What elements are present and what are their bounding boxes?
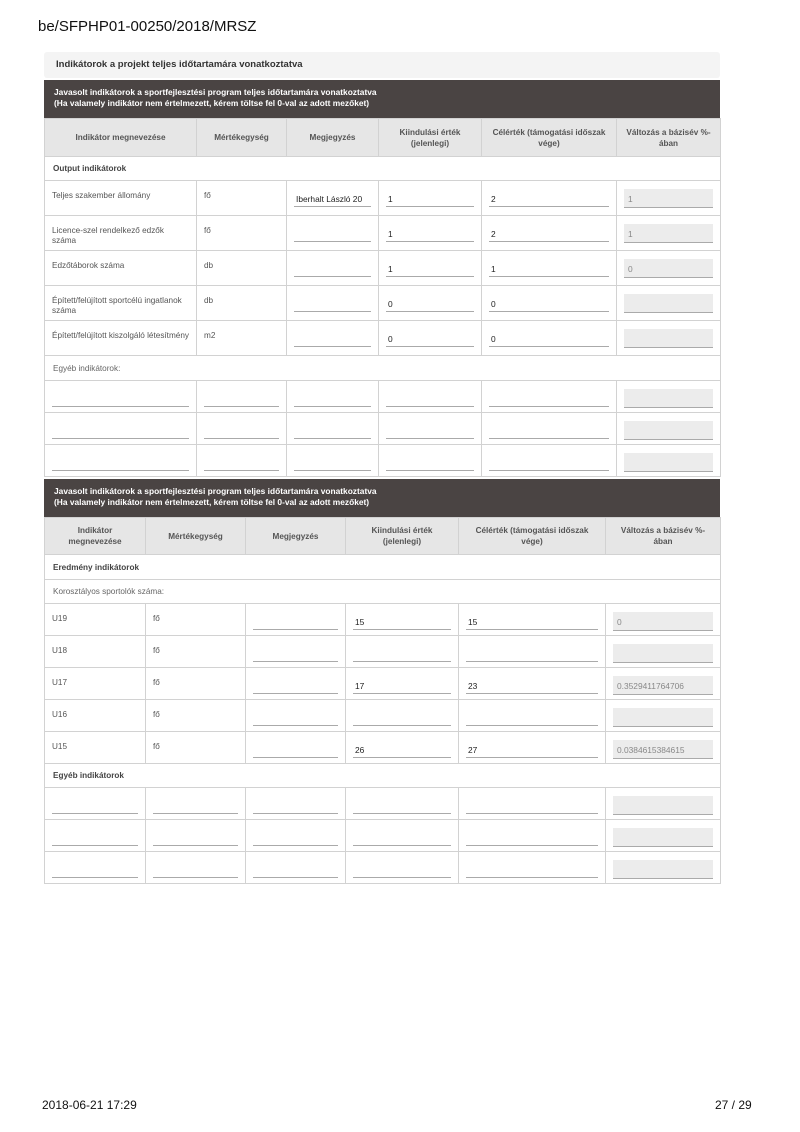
indicator-row bbox=[45, 636, 721, 668]
table1-header bbox=[44, 80, 720, 118]
indicator-row bbox=[45, 700, 721, 732]
group-label: Eredmény indikátorok bbox=[45, 555, 721, 580]
note-input[interactable] bbox=[253, 800, 338, 814]
change-percent-field bbox=[613, 828, 713, 847]
base-value-input[interactable] bbox=[386, 425, 474, 439]
change-percent-field: 0.3529411764706 bbox=[613, 676, 713, 695]
change-percent-field: 0.0384615384615 bbox=[613, 740, 713, 759]
other-indicators-label: Egyéb indikátorok bbox=[45, 764, 721, 788]
note-input[interactable] bbox=[294, 425, 371, 439]
output-indicators-table bbox=[44, 118, 721, 477]
unit: fő bbox=[146, 636, 246, 668]
indicator-name: Edzőtáborok száma bbox=[45, 251, 197, 286]
col-note: Megjegyzés bbox=[246, 518, 346, 555]
indicator-row bbox=[45, 668, 721, 700]
table2-header-line1: Javasolt indikátorok a sportfejlesztési program teljes időtartamára vonatkoztatva bbox=[54, 486, 377, 496]
note-input[interactable] bbox=[253, 744, 338, 758]
target-value-input[interactable] bbox=[466, 712, 598, 726]
target-value-input[interactable] bbox=[466, 832, 598, 846]
note-input[interactable] bbox=[294, 457, 371, 471]
indicator-row bbox=[45, 181, 721, 216]
table1-header-line1: Javasolt indikátorok a sportfejlesztési program teljes időtartamára vonatkoztatva bbox=[54, 87, 377, 97]
change-percent-field: 0 bbox=[624, 259, 713, 278]
section-title: Indikátorok a projekt teljes időtartamára vonatkoztatva bbox=[44, 52, 720, 78]
base-value-input[interactable] bbox=[353, 712, 451, 726]
indicator-row bbox=[45, 321, 721, 356]
note-input[interactable] bbox=[294, 333, 371, 347]
unit: m2 bbox=[197, 321, 287, 356]
note-input[interactable] bbox=[294, 393, 371, 407]
col-target-value: Célérték (támogatási időszak vége) bbox=[459, 518, 606, 555]
note-input[interactable] bbox=[253, 712, 338, 726]
table2-header bbox=[44, 479, 720, 517]
target-value-input[interactable] bbox=[466, 800, 598, 814]
col-unit: Mértékegység bbox=[146, 518, 246, 555]
target-value-input[interactable]: 0 bbox=[489, 298, 609, 312]
change-percent-field bbox=[624, 421, 713, 440]
target-value-input[interactable]: 15 bbox=[466, 616, 598, 630]
unit: fő bbox=[146, 604, 246, 636]
base-value-input[interactable]: 26 bbox=[353, 744, 451, 758]
note-input[interactable] bbox=[294, 298, 371, 312]
indicator-name: U17 bbox=[45, 668, 146, 700]
indicator-name-input[interactable] bbox=[52, 393, 189, 407]
change-percent-field: 0 bbox=[613, 612, 713, 631]
indicator-name: Licence-szel rendelkező edzők száma bbox=[45, 216, 197, 251]
subgroup-label: Korosztályos sportolók száma: bbox=[45, 580, 721, 604]
indicator-row bbox=[45, 216, 721, 251]
group-label: Output indikátorok bbox=[45, 157, 721, 181]
indicator-name: Épített/felújított sportcélú ingatlanok száma bbox=[45, 286, 197, 321]
unit-input[interactable] bbox=[153, 800, 238, 814]
other-indicator-row bbox=[45, 820, 721, 852]
target-value-input[interactable] bbox=[489, 425, 609, 439]
note-input[interactable] bbox=[294, 228, 371, 242]
target-value-input[interactable] bbox=[466, 648, 598, 662]
note-input[interactable] bbox=[253, 680, 338, 694]
indicator-name-input[interactable] bbox=[52, 864, 138, 878]
change-percent-field bbox=[613, 644, 713, 663]
change-percent-field bbox=[624, 329, 713, 348]
note-input[interactable] bbox=[253, 616, 338, 630]
col-unit: Mértékegység bbox=[197, 119, 287, 157]
target-value-input[interactable] bbox=[466, 864, 598, 878]
unit: fő bbox=[146, 700, 246, 732]
table2-header-line2: (Ha valamely indikátor nem értelmezett, kérem töltse fel 0-val az adott mezőket) bbox=[54, 497, 370, 507]
col-base-value: Kiindulási érték (jelenlegi) bbox=[379, 119, 482, 157]
base-value-input[interactable]: 15 bbox=[353, 616, 451, 630]
col-note: Megjegyzés bbox=[287, 119, 379, 157]
footer-page-number: 27 / 29 bbox=[715, 1098, 752, 1112]
target-value-input[interactable]: 27 bbox=[466, 744, 598, 758]
unit: db bbox=[197, 286, 287, 321]
base-value-input[interactable]: 1 bbox=[386, 193, 474, 207]
table1-header-line2: (Ha valamely indikátor nem értelmezett, kérem töltse fel 0-val az adott mezőket) bbox=[54, 98, 370, 108]
base-value-input[interactable] bbox=[353, 648, 451, 662]
target-value-input[interactable]: 1 bbox=[489, 263, 609, 277]
other-indicator-row bbox=[45, 788, 721, 820]
unit-input[interactable] bbox=[204, 457, 279, 471]
unit-input[interactable] bbox=[153, 832, 238, 846]
target-value-input[interactable]: 2 bbox=[489, 193, 609, 207]
base-value-input[interactable]: 1 bbox=[386, 263, 474, 277]
base-value-input[interactable]: 1 bbox=[386, 228, 474, 242]
unit: db bbox=[197, 251, 287, 286]
change-percent-field bbox=[624, 294, 713, 313]
base-value-input[interactable]: 17 bbox=[353, 680, 451, 694]
unit-input[interactable] bbox=[204, 425, 279, 439]
indicator-name-input[interactable] bbox=[52, 425, 189, 439]
base-value-input[interactable] bbox=[386, 393, 474, 407]
indicator-name: Teljes szakember állomány bbox=[45, 181, 197, 216]
base-value-input[interactable] bbox=[386, 457, 474, 471]
indicator-name: U16 bbox=[45, 700, 146, 732]
other-indicator-row bbox=[45, 413, 721, 445]
target-value-input[interactable]: 2 bbox=[489, 228, 609, 242]
col-indicator-name: Indikátor megnevezése bbox=[45, 119, 197, 157]
target-value-input[interactable] bbox=[489, 457, 609, 471]
indicator-row bbox=[45, 604, 721, 636]
indicator-name: U18 bbox=[45, 636, 146, 668]
indicator-name-input[interactable] bbox=[52, 832, 138, 846]
change-percent-field bbox=[624, 389, 713, 408]
result-indicators-block bbox=[44, 479, 720, 884]
col-change-percent: Változás a bázisév %-ában bbox=[617, 119, 721, 157]
change-percent-field: 1 bbox=[624, 224, 713, 243]
change-percent-field: 1 bbox=[624, 189, 713, 208]
other-indicators-label: Egyéb indikátorok: bbox=[45, 356, 721, 381]
unit: fő bbox=[146, 732, 246, 764]
other-indicator-row bbox=[45, 852, 721, 884]
target-value-input[interactable] bbox=[489, 393, 609, 407]
col-change-percent: Változás a bázisév %-ában bbox=[606, 518, 721, 555]
base-value-input[interactable]: 0 bbox=[386, 333, 474, 347]
col-indicator-name: Indikátor megnevezése bbox=[45, 518, 146, 555]
result-indicators-table bbox=[44, 517, 721, 884]
indicator-name-input[interactable] bbox=[52, 800, 138, 814]
indicator-row bbox=[45, 286, 721, 321]
document-id: be/SFPHP01-00250/2018/MRSZ bbox=[38, 18, 257, 35]
unit: fő bbox=[197, 216, 287, 251]
target-value-input[interactable]: 23 bbox=[466, 680, 598, 694]
base-value-input[interactable] bbox=[353, 864, 451, 878]
indicator-name: U15 bbox=[45, 732, 146, 764]
target-value-input[interactable]: 0 bbox=[489, 333, 609, 347]
other-indicator-row bbox=[45, 445, 721, 477]
change-percent-field bbox=[613, 860, 713, 879]
indicator-name: Épített/felújított kiszolgáló létesítmény bbox=[45, 321, 197, 356]
change-percent-field bbox=[613, 708, 713, 727]
col-base-value: Kiindulási érték (jelenlegi) bbox=[346, 518, 459, 555]
note-input[interactable] bbox=[253, 864, 338, 878]
note-input[interactable] bbox=[253, 648, 338, 662]
indicator-name: U19 bbox=[45, 604, 146, 636]
col-target-value: Célérték (támogatási időszak vége) bbox=[482, 119, 617, 157]
indicator-row bbox=[45, 732, 721, 764]
note-input[interactable]: Iberhalt László 20 bbox=[294, 193, 371, 207]
indicator-row bbox=[45, 251, 721, 286]
change-percent-field bbox=[624, 453, 713, 472]
base-value-input[interactable] bbox=[353, 832, 451, 846]
unit-input[interactable] bbox=[204, 393, 279, 407]
footer-timestamp: 2018-06-21 17:29 bbox=[42, 1098, 137, 1112]
note-input[interactable] bbox=[294, 263, 371, 277]
base-value-input[interactable]: 0 bbox=[386, 298, 474, 312]
other-indicator-row bbox=[45, 381, 721, 413]
note-input[interactable] bbox=[253, 832, 338, 846]
indicator-name-input[interactable] bbox=[52, 457, 189, 471]
unit-input[interactable] bbox=[153, 864, 238, 878]
change-percent-field bbox=[613, 796, 713, 815]
unit: fő bbox=[146, 668, 246, 700]
unit: fő bbox=[197, 181, 287, 216]
base-value-input[interactable] bbox=[353, 800, 451, 814]
output-indicators-block bbox=[44, 80, 720, 477]
